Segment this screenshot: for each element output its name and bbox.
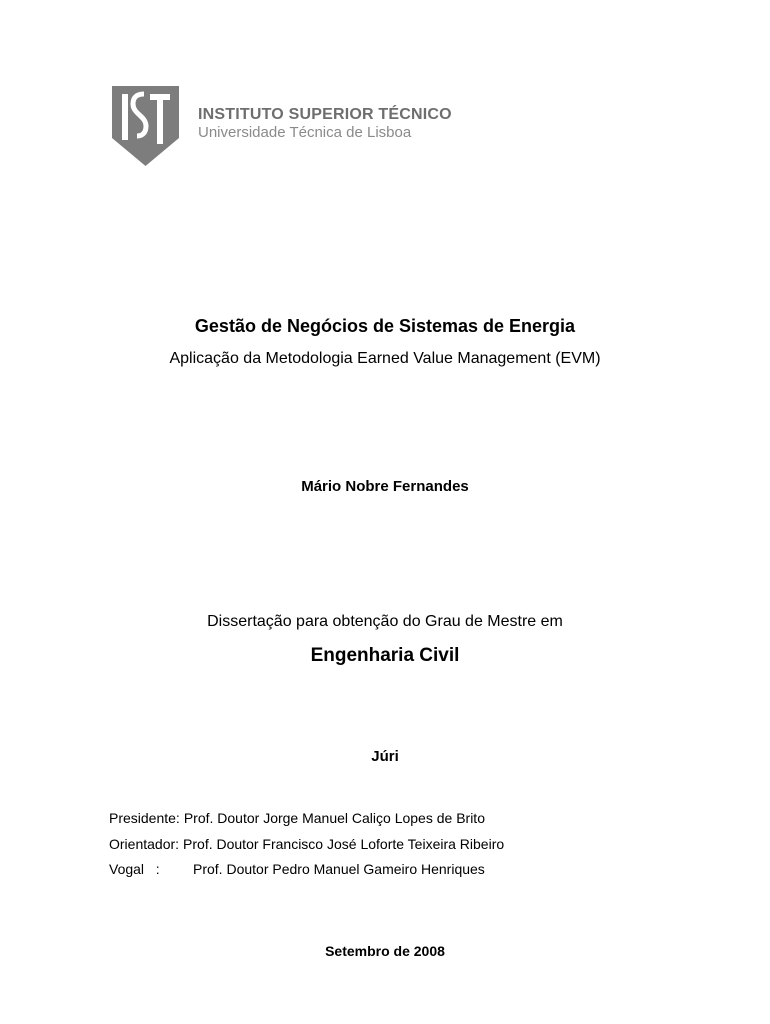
jury-list: [109, 810, 504, 887]
thesis-title: Gestão de Negócios de Sistemas de Energia: [194, 316, 576, 336]
institution-name: INSTITUTO SUPERIOR TÉCNICO: [198, 106, 452, 123]
author-name: Mário Nobre Fernandes: [301, 478, 469, 495]
jury-heading: Júri: [371, 748, 399, 765]
jury-member-president: [109, 810, 504, 836]
jury-name: Prof. Doutor Jorge Manuel Caliço Lopes de Brito: [183, 810, 485, 826]
jury-role: Orientador:: [109, 835, 180, 852]
jury-member-advisor: [109, 836, 504, 862]
jury-name: Prof. Doutor Francisco José Loforte Teixeira Ribeiro: [183, 835, 505, 852]
university-name: Universidade Técnica de Lisboa: [198, 124, 412, 141]
degree-line: Dissertação para obtenção do Grau de Mestre em: [207, 613, 563, 630]
thesis-subtitle: Aplicação da Metodologia Earned Value Management (EVM): [169, 350, 601, 367]
jury-role: Presidente:: [109, 810, 180, 826]
jury-member-examiner: [109, 861, 504, 887]
ist-shield-logo: [112, 86, 179, 166]
jury-role: Vogal :: [109, 861, 160, 877]
degree-name: Engenharia Civil: [310, 645, 460, 666]
submission-date: Setembro de 2008: [325, 943, 445, 959]
jury-name: Prof. Doutor Pedro Manuel Gameiro Henriques: [193, 861, 485, 877]
